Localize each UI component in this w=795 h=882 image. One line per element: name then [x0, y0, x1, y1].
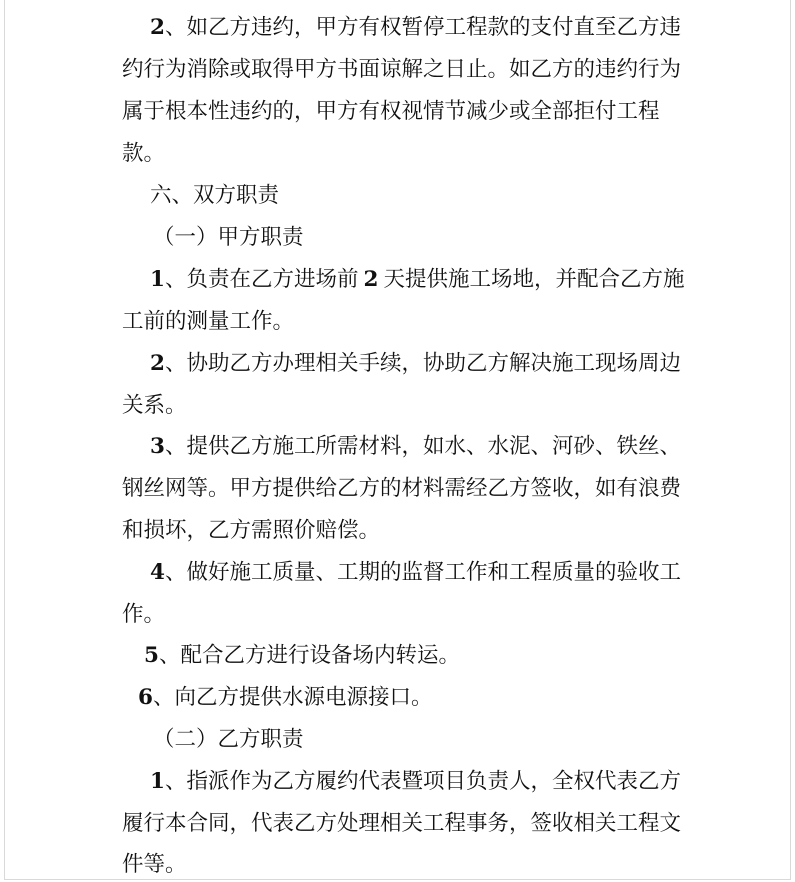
line-text: 件等。	[122, 852, 187, 877]
text-line	[122, 850, 187, 880]
line-text: 和损坏，乙方需照价赔偿。	[122, 518, 381, 543]
line-text: 、提供乙方施工所需材料，如水、水泥、河砂、铁丝、	[164, 434, 681, 459]
item-number: 1	[150, 769, 165, 794]
line-text: 属于根本性违约的，甲方有权视情节减少或全部拒付工程	[122, 99, 660, 124]
line-text: （一）甲方职责	[153, 225, 304, 250]
line-text-suffix: 天提供施工场地，并配合乙方施	[383, 267, 685, 292]
text-line	[122, 600, 165, 630]
line-text: （二）乙方职责	[153, 727, 304, 752]
line-text: 、配合乙方进行设备场内转运。	[158, 643, 460, 668]
text-line	[122, 307, 294, 337]
line-text: 关系。	[122, 393, 187, 418]
text-line	[122, 139, 165, 169]
item-number: 1	[150, 267, 165, 292]
line-text: 钢丝网等。甲方提供给乙方的材料需经乙方签收，如有浪费	[122, 476, 682, 501]
text-line	[150, 349, 681, 379]
text-line	[138, 683, 432, 713]
text-line	[150, 558, 681, 588]
line-text: 、做好施工质量、工期的监督工作和工程质量的验收工	[164, 560, 681, 585]
text-line	[150, 265, 684, 295]
text-line	[122, 55, 681, 85]
text-line	[122, 809, 681, 839]
text-line	[150, 13, 681, 43]
line-text: 六、双方职责	[150, 183, 280, 208]
line-text: 履行本合同，代表乙方处理相关工程事务，签收相关工程文	[122, 811, 682, 836]
section-heading	[150, 181, 279, 211]
subsection-heading	[153, 725, 304, 755]
text-line	[150, 432, 681, 462]
item-number: 3	[150, 434, 165, 459]
line-text: 、负责在乙方进场前	[164, 267, 359, 292]
text-line	[150, 767, 681, 797]
item-number: 6	[138, 685, 153, 710]
text-line	[122, 474, 681, 504]
line-text: 约行为消除或取得甲方书面谅解之日止。如乙方的违约行为	[122, 57, 682, 82]
item-number: 4	[150, 560, 165, 585]
text-line	[144, 641, 460, 671]
line-text: 作。	[122, 602, 166, 627]
line-text: 、向乙方提供水源电源接口。	[152, 685, 433, 710]
item-number: 5	[144, 643, 159, 668]
line-text: 、协助乙方办理相关手续，协助乙方解决施工现场周边	[164, 351, 681, 376]
text-line	[122, 516, 380, 546]
text-line	[122, 97, 660, 127]
line-text: 工前的测量工作。	[122, 309, 295, 334]
inline-number: 2	[363, 267, 379, 292]
item-number: 2	[150, 351, 165, 376]
line-text: 、指派作为乙方履约代表暨项目负责人，全权代表乙方	[164, 769, 681, 794]
subsection-heading	[153, 223, 304, 253]
line-text: 、如乙方违约，甲方有权暂停工程款的支付直至乙方违	[164, 15, 681, 40]
item-number: 2	[150, 15, 165, 40]
text-line	[122, 391, 187, 421]
line-text: 款。	[122, 141, 166, 166]
